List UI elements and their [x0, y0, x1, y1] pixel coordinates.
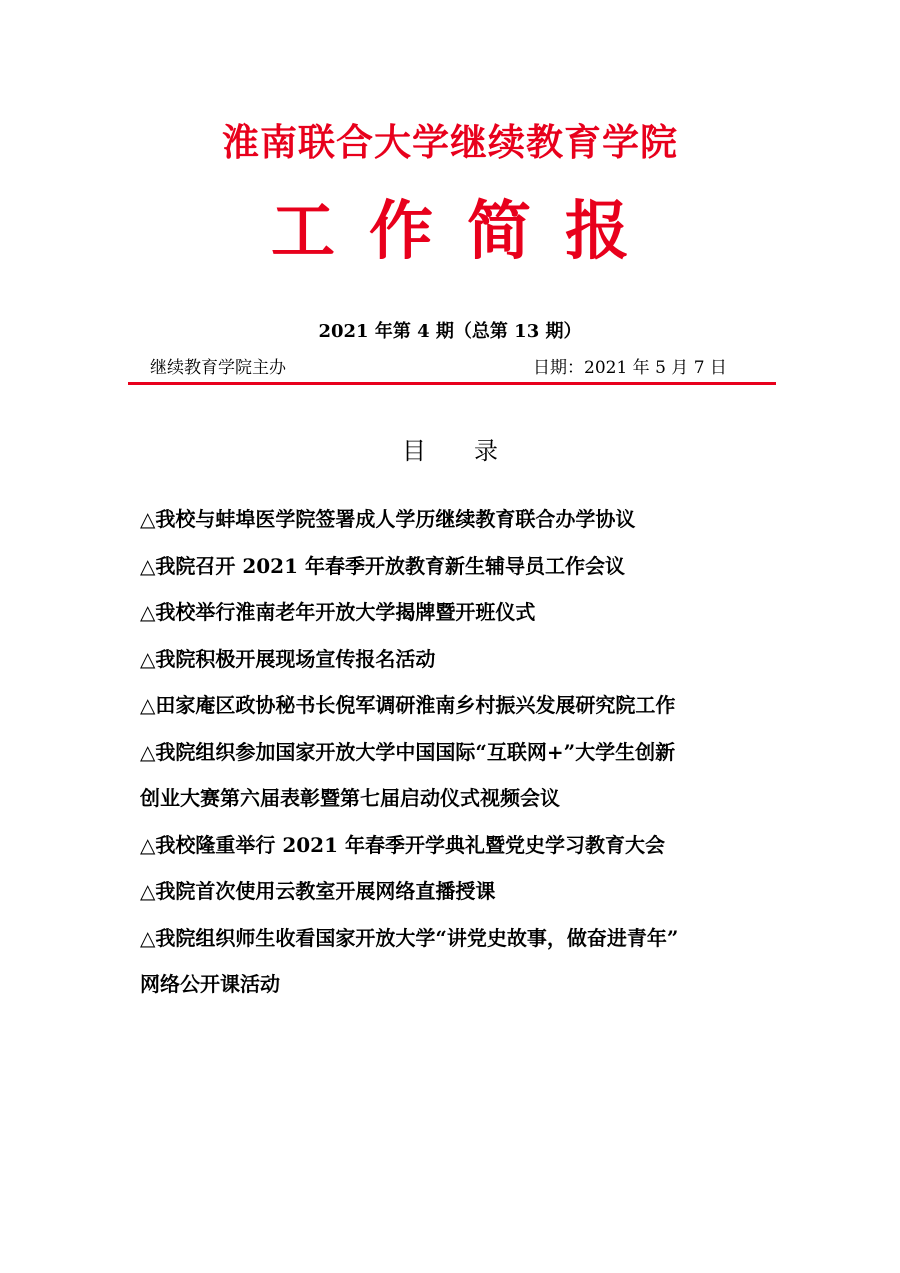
toc-item[interactable] [140, 636, 780, 683]
bulletin-title: 工作简报 [271, 195, 663, 269]
toc-item[interactable] [140, 915, 780, 1008]
toc-item-line: △我院首次使用云教室开展网络直播授课 [140, 879, 496, 903]
toc-item-line: △我校举行淮南老年开放大学揭牌暨开班仪式 [140, 600, 536, 624]
toc-item-line: △我院组织师生收看国家开放大学“讲党史故事，做奋进青年” [140, 925, 679, 950]
toc-item[interactable] [140, 729, 780, 822]
issue-number: 2021 年第 4 期（总第 13 期） [318, 321, 582, 342]
header-divider [128, 382, 776, 385]
toc-item-line: △我院组织参加国家开放大学中国国际“互联网+”大学生创新 [140, 739, 676, 764]
toc-item[interactable] [140, 543, 780, 590]
toc-item-line: 网络公开课活动 [140, 972, 280, 996]
host-unit: 继续教育学院主办 [150, 358, 286, 378]
toc-item[interactable] [140, 682, 780, 729]
toc-heading-char: 录 [474, 437, 498, 465]
toc-heading [0, 434, 900, 468]
toc-item-line: △我校隆重举行 2021 年春季开学典礼暨党史学习教育大会 [140, 832, 665, 857]
toc-item-line: △田家庵区政协秘书长倪军调研淮南乡村振兴发展研究院工作 [140, 693, 676, 717]
table-of-contents [140, 496, 780, 1008]
toc-item-line: △我院召开 2021 年春季开放教育新生辅导员工作会议 [140, 553, 625, 578]
toc-item[interactable] [140, 496, 780, 543]
toc-item[interactable] [140, 868, 780, 915]
toc-item-line: 创业大赛第六届表彰暨第七届启动仪式视频会议 [140, 786, 560, 810]
toc-item[interactable] [140, 589, 780, 636]
toc-heading-char: 目 [402, 437, 426, 465]
toc-item-line: △我校与蚌埠医学院签署成人学历继续教育联合办学协议 [140, 507, 636, 531]
toc-item[interactable] [140, 822, 780, 869]
organization-title: 淮南联合大学继续教育学院 [222, 121, 678, 164]
publish-date: 日期：2021 年 5 月 7 日 [533, 358, 727, 378]
toc-item-line: △我院积极开展现场宣传报名活动 [140, 646, 436, 671]
